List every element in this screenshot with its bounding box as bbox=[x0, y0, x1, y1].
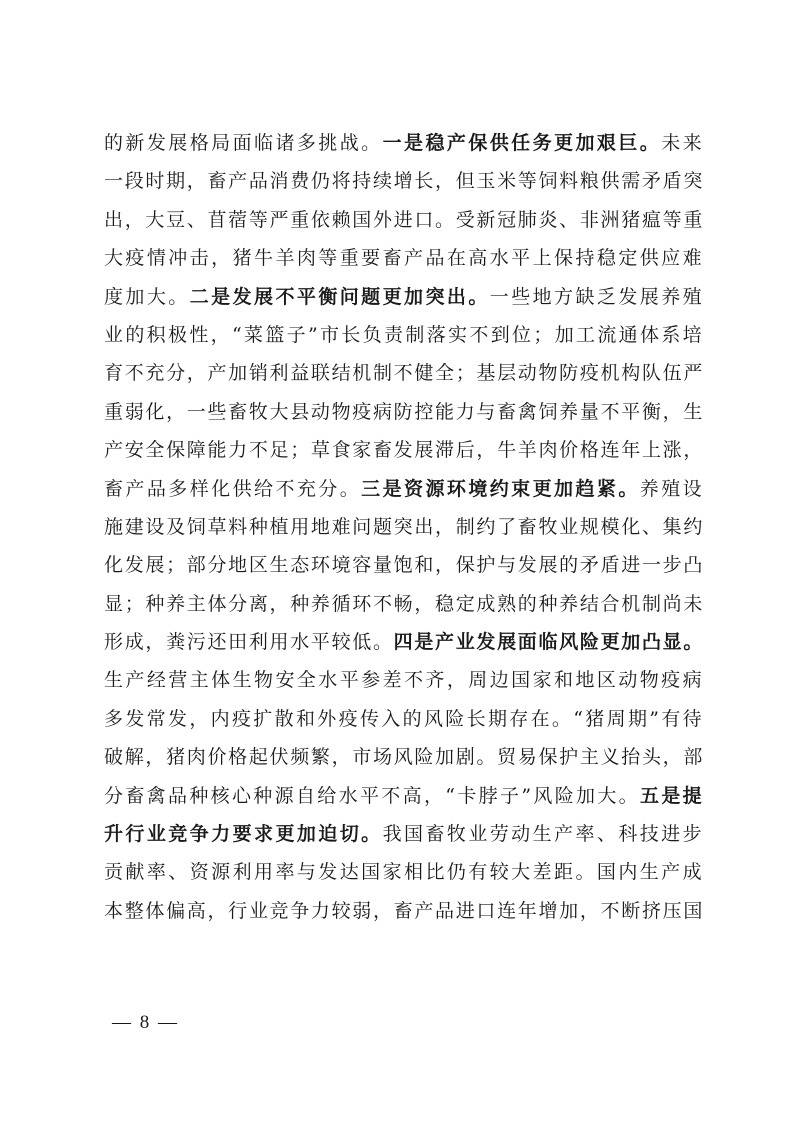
bold-heading-run: 升行业竞争力要求更加迫切。 bbox=[104, 823, 383, 846]
text-run: 畜产品多样化供给不充分。 bbox=[104, 477, 362, 500]
text-line bbox=[104, 623, 704, 661]
text-run: 一段时期，畜产品消费仍将持续增长，但玉米等饲料粮供需矛盾突 bbox=[104, 170, 705, 193]
text-line bbox=[104, 661, 704, 699]
text-run: 生产经营主体生物安全水平参差不齐，周边国家和地区动物疫病 bbox=[104, 669, 705, 692]
bold-heading-run: 二是发展不平衡问题更加突出。 bbox=[189, 285, 490, 308]
text-line bbox=[104, 546, 704, 584]
text-run: 我国畜牧业劳动生产率、科技进步 bbox=[382, 823, 705, 846]
text-run: 化发展；部分地区生态环境容量饱和，保护与发展的矛盾进一步凸 bbox=[104, 554, 705, 577]
text-run: 育不充分，产加销利益联结机制不健全；基层动物防疫机构队伍严 bbox=[104, 362, 705, 385]
text-line bbox=[104, 508, 704, 546]
bold-heading-run: 三是资源环境约束更加趋紧。 bbox=[361, 477, 640, 500]
text-run: 一些地方缺乏发展养殖 bbox=[489, 285, 705, 308]
text-run: 显；种养主体分离，种养循环不畅，稳定成熟的种养结合机制尚未 bbox=[104, 592, 705, 615]
text-line bbox=[104, 470, 704, 508]
text-line bbox=[104, 585, 704, 623]
text-line bbox=[104, 738, 704, 776]
text-line bbox=[104, 278, 704, 316]
text-run: 的新发展格局面临诸多挑战。 bbox=[104, 132, 383, 154]
bold-heading-run: 一是稳产保供任务更加艰巨。 bbox=[382, 132, 662, 154]
text-line bbox=[104, 815, 704, 853]
text-line bbox=[104, 853, 704, 891]
text-line bbox=[104, 124, 704, 162]
text-run: 出，大豆、苜蓿等严重依赖国外进口。受新冠肺炎、非洲猪瘟等重 bbox=[104, 208, 705, 231]
text-run: 分畜禽品种核心种源自给水平不高，“卡脖子”风险加大。 bbox=[104, 784, 641, 807]
text-run: 未来 bbox=[661, 132, 705, 154]
text-run: 贡献率、资源利用率与发达国家相比仍有较大差距。国内生产成 bbox=[104, 861, 705, 884]
text-run: 业的积极性，“菜篮子”市长负责制落实不到位；加工流通体系培 bbox=[104, 323, 704, 346]
text-run: 形成，粪污还田利用水平较低。 bbox=[104, 631, 394, 654]
text-run: 多发常发，内疫扩散和外疫传入的风险长期存在。“猪周期”有待 bbox=[104, 707, 704, 730]
text-line bbox=[104, 700, 704, 738]
body-paragraph bbox=[104, 124, 704, 930]
text-line bbox=[104, 162, 704, 200]
text-run: 大疫情冲击，猪牛羊肉等重要畜产品在高水平上保持稳定供应难 bbox=[104, 247, 705, 270]
text-run: 本整体偏高，行业竞争力较弱，畜产品进口连年增加，不断挤压国 bbox=[104, 899, 705, 922]
page-number: — 8 — bbox=[112, 1012, 179, 1033]
text-run: 重弱化，一些畜牧大县动物疫病防控能力与畜禽饲养量不平衡，生 bbox=[104, 400, 705, 423]
text-run: 度加大。 bbox=[104, 285, 190, 308]
text-line bbox=[104, 431, 704, 469]
text-line bbox=[104, 201, 704, 239]
text-run: 养殖设 bbox=[639, 477, 705, 500]
text-line bbox=[104, 892, 704, 930]
text-line bbox=[104, 239, 704, 277]
text-line bbox=[104, 354, 704, 392]
text-line bbox=[104, 316, 704, 354]
bold-heading-run: 五是提 bbox=[640, 784, 705, 807]
text-run: 产安全保障能力不足；草食家畜发展滞后，牛羊肉价格连年上涨， bbox=[104, 439, 705, 462]
text-line bbox=[104, 393, 704, 431]
text-run: 施建设及饲草料种植用地难问题突出，制约了畜牧业规模化、集约 bbox=[104, 515, 705, 538]
bold-heading-run: 四是产业发展面临风险更加凸显。 bbox=[393, 631, 705, 654]
text-line bbox=[104, 777, 704, 815]
text-run: 破解，猪肉价格起伏频繁，市场风险加剧。贸易保护主义抬头，部 bbox=[104, 746, 705, 769]
